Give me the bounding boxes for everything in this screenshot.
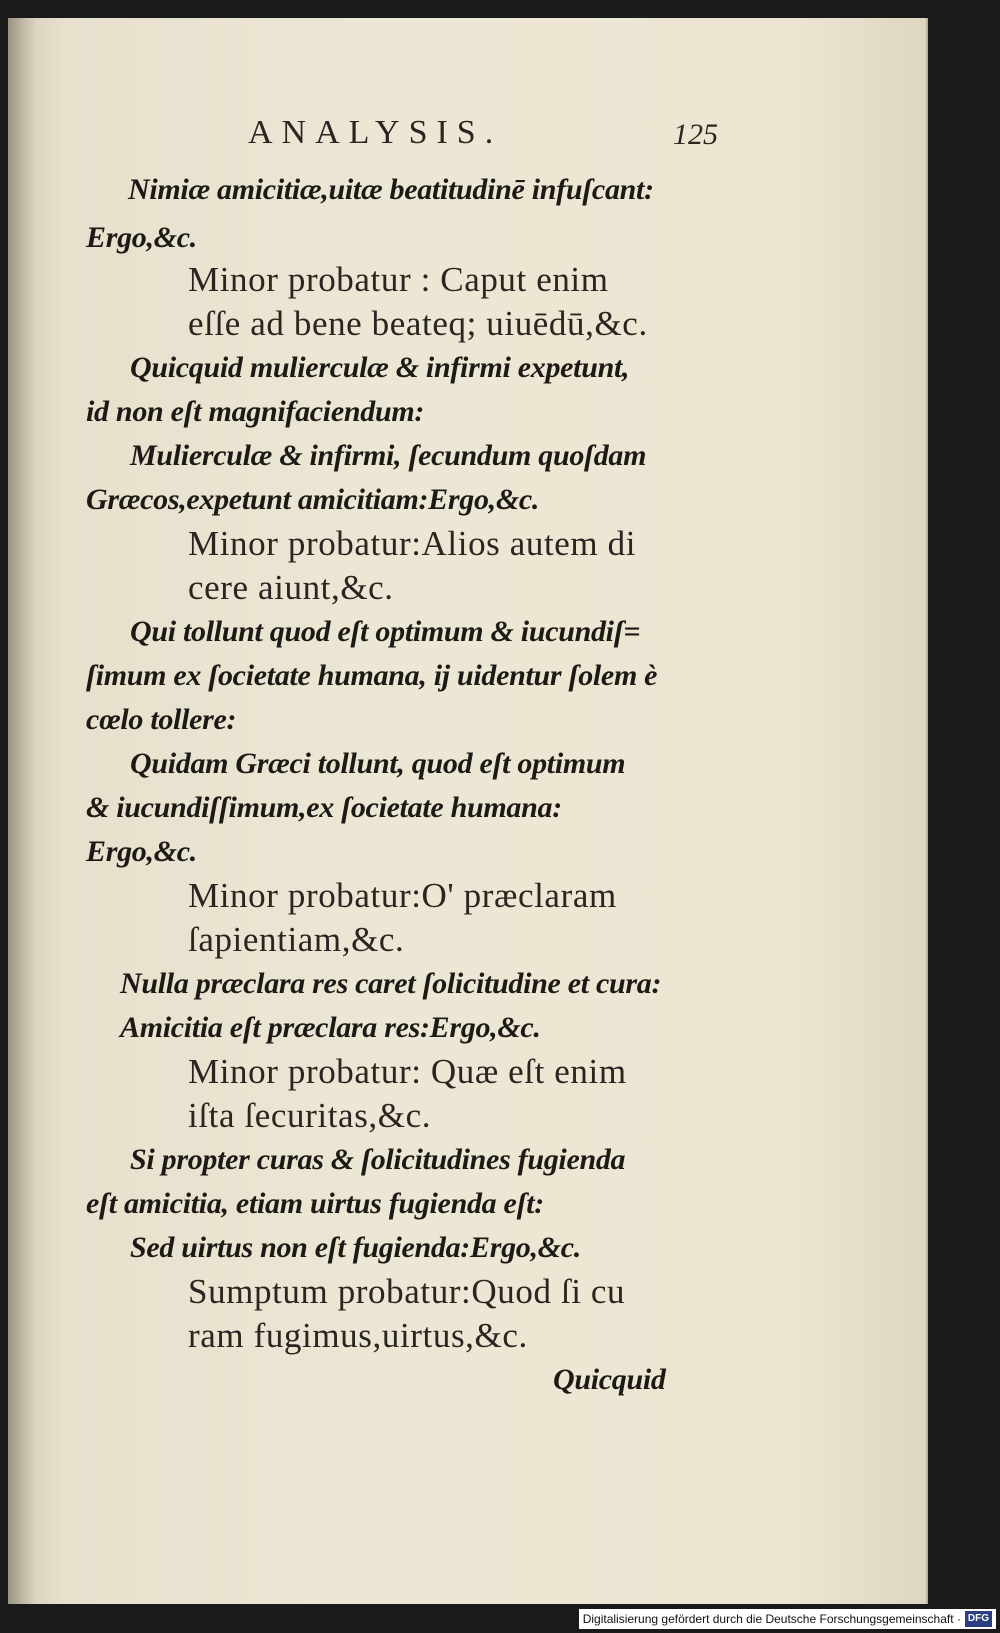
text-line: Nulla præclara res caret ſolicitudine et cura: (120, 967, 662, 1000)
text-line: Ergo,&c. (86, 835, 197, 868)
text-line: ram fugimus,uirtus,&c. (188, 1316, 528, 1355)
body-text (8, 18, 926, 1604)
running-title: ANALYSIS. (248, 114, 503, 151)
text-line: Minor probatur:O' præclaram (188, 876, 617, 915)
text-line: Quidam Græci tollunt, quod eſt optimum (130, 747, 626, 780)
text-line: Sumptum probatur:Quod ſi cu (188, 1272, 626, 1311)
text-line: Mulierculæ & infirmi, ſecundum quoſdam (130, 439, 647, 472)
text-line: Si propter curas & ſolicitudines fugienda (130, 1143, 626, 1176)
dfg-logo: DFG (965, 1611, 992, 1627)
text-line: id non eſt magnifaciendum: (86, 395, 425, 428)
credit-text: Digitalisierung gefördert durch die Deutsche Forschungsgemeinschaft · (582, 1612, 961, 1626)
text-line: Sed uirtus non eſt fugienda:Ergo,&c. (130, 1231, 581, 1264)
text-line: cere aiunt,&c. (188, 568, 394, 607)
text-line: Ergo,&c. (86, 221, 197, 254)
page-number: 125 (673, 118, 718, 151)
text-line: iſta ſecuritas,&c. (188, 1096, 432, 1135)
text-line: ſimum ex ſocietate humana, ij uidentur ſolem è (86, 659, 658, 692)
text-line: Nimiæ amicitiæ,uitæ beatitudinē infuſcant: (128, 173, 654, 206)
text-line: Græcos,expetunt amicitiam:Ergo,&c. (86, 483, 540, 516)
text-line: Qui tollunt quod eſt optimum & iucundiſ= (130, 615, 641, 648)
text-line: cœlo tollere: (86, 703, 237, 736)
text-line: eſſe ad bene beateq; uiuēdū,&c. (188, 304, 648, 343)
text-line: ſapientiam,&c. (188, 920, 405, 959)
text-line: Quicquid mulierculæ & infirmi expetunt, (130, 351, 630, 384)
text-line: Minor probatur : Caput enim (188, 260, 609, 299)
digitization-credit (579, 1609, 996, 1629)
text-line: eſt amicitia, etiam uirtus fugienda eſt: (86, 1187, 544, 1220)
catchword: Quicquid (553, 1363, 666, 1396)
text-line: & iucundiſſimum,ex ſocietate humana: (86, 791, 562, 824)
text-line: Amicitia eſt præclara res:Ergo,&c. (120, 1011, 541, 1044)
text-line: Minor probatur: Quæ eſt enim (188, 1052, 627, 1091)
book-page (8, 18, 928, 1604)
text-line: Minor probatur:Alios autem di (188, 524, 637, 563)
